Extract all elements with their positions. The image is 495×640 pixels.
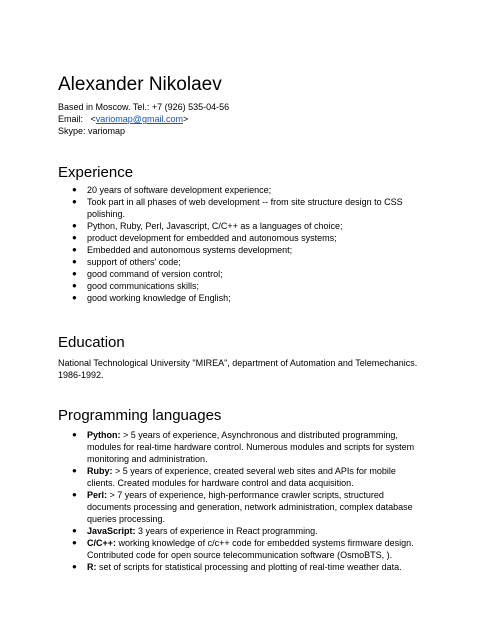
- list-item: [72, 256, 422, 268]
- list-item-text: Python, Ruby, Perl, Javascript, C/C++ as a languages of choice;: [87, 221, 343, 231]
- list-item: [72, 268, 422, 280]
- bullet-icon: ●: [72, 197, 77, 206]
- list-item-text: support of others' code;: [87, 257, 181, 267]
- list-item: [72, 537, 422, 561]
- bullet-icon: ●: [72, 538, 77, 547]
- bullet-icon: ●: [72, 269, 77, 278]
- bullet-icon: ●: [72, 233, 77, 242]
- bullet-icon: ●: [72, 490, 77, 499]
- language-description: 3 years of experience in React programming.: [135, 526, 318, 536]
- list-item: [72, 292, 422, 304]
- bullet-icon: ●: [72, 430, 77, 439]
- education-heading: Education: [58, 334, 125, 351]
- list-item: [72, 561, 422, 573]
- list-item: [72, 489, 422, 525]
- bullet-icon: ●: [72, 562, 77, 571]
- education-years: 1986-1992.: [58, 370, 104, 380]
- language-description: > 7 years of experience, high-performance crawler scripts, structured documents processing and generation, network administration, complex database queries processing.: [87, 490, 413, 524]
- list-item: [72, 280, 422, 292]
- list-item: [72, 184, 422, 196]
- bullet-icon: ●: [72, 281, 77, 290]
- email-label: Email:: [58, 114, 84, 124]
- language-name: Ruby:: [87, 466, 113, 476]
- list-item-text: Embedded and autonomous systems development;: [87, 245, 293, 255]
- email-open-bracket: <: [90, 114, 96, 124]
- list-item: [72, 429, 422, 465]
- language-name: R:: [87, 562, 97, 572]
- programming-list: [72, 429, 422, 573]
- language-name: C/C++:: [87, 538, 117, 548]
- language-name: JavaScript:: [87, 526, 136, 536]
- bullet-icon: ●: [72, 526, 77, 535]
- list-item: [72, 196, 422, 220]
- email-link[interactable]: variomap@gmail.com: [95, 114, 183, 124]
- email-close-bracket: >: [182, 114, 189, 124]
- bullet-icon: ●: [72, 185, 77, 194]
- bullet-icon: ●: [72, 293, 77, 302]
- bullet-icon: ●: [72, 466, 77, 475]
- language-description: > 5 years of experience, Asynchronous and distributed programming, modules for real-time hardware control. Numerous modules and scripts for system monitoring and administration.: [87, 430, 415, 464]
- list-item-text: good working knowledge of English;: [87, 293, 231, 303]
- list-item-text: good communications skills;: [87, 281, 200, 291]
- list-item: [72, 244, 422, 256]
- location-phone-line: Based in Moscow. Tel.: +7 (926) 535-04-56: [58, 102, 230, 112]
- list-item: [72, 525, 422, 537]
- list-item-text: product development for embedded and autonomous systems;: [87, 233, 337, 243]
- page-title: Alexander Nikolaev: [58, 74, 222, 95]
- list-item: [72, 465, 422, 489]
- language-description: set of scripts for statistical processing and plotting of real-time weather data.: [96, 562, 402, 572]
- language-description: > 5 years of experience, created several web sites and APIs for mobile clients. Created modules for hardware control and data acquisition.: [87, 466, 396, 488]
- language-name: Python:: [87, 430, 121, 440]
- list-item: [72, 232, 422, 244]
- programming-heading: Programming languages: [58, 407, 222, 424]
- bullet-icon: ●: [72, 221, 77, 230]
- list-item-text: good command of version control;: [87, 269, 223, 279]
- education-line: National Technological University "MIREA", department of Automation and Telemechanics.: [58, 358, 418, 368]
- language-description: working knowledge of c/c++ code for embedded systems firmware design. Contributed code for open source telecommunication software (OsmoBTS, ).: [87, 538, 414, 560]
- bullet-icon: ●: [72, 257, 77, 266]
- skype-line: Skype: variomap: [58, 126, 126, 136]
- experience-heading: Experience: [58, 164, 134, 181]
- bullet-icon: ●: [72, 245, 77, 254]
- list-item-text: Took part in all phases of web development -- from site structure design to CSS polishing.: [87, 197, 403, 219]
- education-text: [58, 357, 428, 381]
- language-name: Perl:: [87, 490, 108, 500]
- list-item-text: 20 years of software development experience;: [87, 185, 272, 195]
- email-line: [58, 113, 188, 125]
- list-item: [72, 220, 422, 232]
- experience-list: [72, 184, 422, 304]
